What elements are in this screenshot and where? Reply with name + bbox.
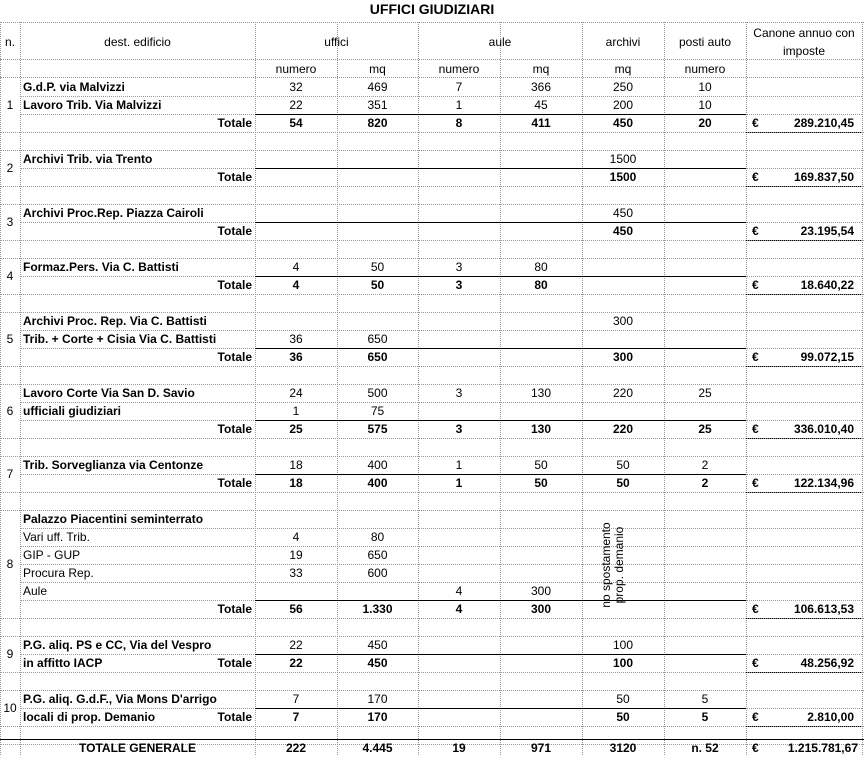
currency-symbol[interactable]: € [752, 710, 759, 724]
row-dest[interactable]: Vari uff. Trib. [23, 530, 90, 544]
row-posti[interactable]: 2 [701, 458, 709, 472]
total-label[interactable]: Totale [217, 656, 252, 670]
row-u-mq[interactable]: 75 [370, 404, 385, 418]
row-a-mq[interactable]: 300 [530, 584, 552, 598]
total-arch[interactable]: 100 [612, 656, 634, 670]
total-canone[interactable]: 122.134,96 [793, 476, 854, 490]
row-a-num[interactable] [418, 690, 500, 708]
group-bottom-border [0, 186, 864, 187]
row-dest[interactable]: P.G. aliq. PS e CC, Via del Vespro [23, 638, 212, 652]
total-a-mq[interactable]: 411 [531, 116, 551, 130]
row-u-num[interactable]: 4 [292, 260, 300, 274]
total-u-num[interactable]: 22 [289, 656, 303, 670]
group-number[interactable]: 9 [6, 647, 14, 661]
header-posti-auto[interactable]: posti auto [678, 35, 732, 49]
row-u-mq[interactable]: 170 [367, 692, 388, 706]
row-a-num[interactable] [418, 204, 500, 222]
row-a-mq[interactable]: 45 [534, 98, 548, 112]
header-sub-numero[interactable]: numero [275, 62, 317, 76]
row-u-mq[interactable]: 80 [370, 530, 385, 544]
total-u-num[interactable]: 56 [289, 602, 303, 616]
row-u-num[interactable]: 36 [289, 332, 303, 346]
sheet-title: UFFICI GIUDIZIARI [369, 1, 495, 17]
total-label[interactable]: Totale [217, 476, 252, 490]
total-label[interactable]: Totale [217, 116, 252, 130]
total-u-num[interactable]: 54 [289, 116, 303, 130]
total-posti[interactable] [664, 168, 746, 186]
total-posti[interactable] [664, 654, 746, 672]
row-a-num[interactable]: 3 [455, 386, 463, 400]
row-posti[interactable] [664, 330, 746, 348]
total-top-rule [255, 348, 746, 349]
total-posti[interactable]: 20 [698, 116, 712, 130]
row-posti[interactable] [664, 582, 746, 600]
total-canone[interactable]: 99.072,15 [800, 350, 854, 364]
row-u-num[interactable] [255, 510, 337, 528]
total-top-rule [255, 222, 746, 223]
total-arch[interactable]: 300 [612, 350, 634, 364]
group-number[interactable]: 10 [3, 701, 17, 715]
total-posti[interactable] [664, 348, 746, 366]
total-u-num[interactable]: 18 [289, 476, 303, 490]
group-bottom-border [0, 366, 864, 367]
row-arch[interactable]: 450 [612, 206, 634, 220]
row-posti[interactable] [664, 204, 746, 222]
row-arch[interactable] [582, 402, 664, 420]
grand-total-label[interactable]: TOTALE GENERALE [79, 741, 196, 755]
row-arch[interactable]: 1500 [609, 152, 637, 166]
total-label[interactable]: Totale [217, 350, 252, 364]
total-arch[interactable]: 1500 [609, 170, 637, 184]
total-a-num[interactable] [418, 708, 500, 726]
total-u-mq[interactable]: 575 [367, 422, 388, 436]
row-a-num[interactable] [418, 636, 500, 654]
row-u-num[interactable]: 1 [292, 404, 300, 418]
total-a-num[interactable]: 1 [455, 476, 463, 490]
total-canone[interactable]: 336.010,40 [793, 422, 854, 436]
header-sub-mq[interactable]: mq [532, 62, 550, 76]
row-dest[interactable]: G.d.P. via Malvizzi [23, 80, 125, 94]
header-aule[interactable]: aule [488, 35, 512, 49]
total-a-num[interactable]: 3 [455, 278, 463, 292]
row-a-num[interactable]: 4 [455, 584, 463, 598]
row-dest[interactable]: GIP - GUP [23, 548, 81, 562]
total-top-rule [255, 276, 746, 277]
row-u-num[interactable]: 18 [289, 458, 303, 472]
total-arch[interactable]: 50 [616, 476, 630, 490]
row-a-num[interactable]: 1 [455, 98, 463, 112]
row-posti[interactable] [664, 636, 746, 654]
currency-symbol[interactable]: € [752, 170, 759, 184]
total-posti[interactable]: 25 [698, 422, 712, 436]
row-posti[interactable] [664, 528, 746, 546]
row-posti[interactable] [664, 402, 746, 420]
row-dest[interactable]: Archivi Proc.Rep. Piazza Cairoli [23, 206, 204, 220]
row-a-num[interactable] [418, 546, 500, 564]
row-dest[interactable]: Formaz.Pers. Via C. Battisti [23, 260, 179, 274]
row-a-mq[interactable] [500, 546, 582, 564]
total-posti[interactable]: 5 [701, 710, 709, 724]
row-posti[interactable] [664, 150, 746, 168]
row-u-num[interactable] [255, 582, 337, 600]
header-canone-1[interactable]: Canone annuo con [753, 26, 855, 40]
total-a-num[interactable] [418, 654, 500, 672]
row-u-mq[interactable] [337, 204, 418, 222]
total-u-num[interactable]: 36 [289, 350, 303, 364]
header-archivi[interactable]: archivi [605, 35, 641, 49]
total-label[interactable]: Totale [217, 170, 252, 184]
row-dest[interactable]: Lavoro Corte Via San D. Savio [23, 386, 195, 400]
header-uffici[interactable]: uffici [324, 35, 349, 49]
row-dest[interactable]: Aule [23, 584, 48, 598]
row-dest[interactable]: Procura Rep. [23, 566, 94, 580]
currency-symbol[interactable]: € [752, 350, 759, 364]
row-a-num[interactable]: 7 [455, 80, 463, 94]
total-a-mq[interactable] [500, 222, 582, 240]
row-dest[interactable]: P.G. aliq. G.d.F., Via Mons D'arrigo [23, 692, 217, 706]
total-a-mq[interactable]: 80 [534, 278, 548, 292]
row-a-num[interactable]: 1 [455, 458, 463, 472]
row-posti[interactable] [664, 258, 746, 276]
row-a-mq[interactable]: 366 [530, 80, 552, 94]
total-u-mq[interactable]: 50 [370, 278, 385, 292]
total-label[interactable]: Totale [217, 710, 252, 724]
header-top-border [0, 22, 864, 23]
row-u-num[interactable]: 24 [289, 386, 303, 400]
total-canone[interactable]: 23.195,54 [800, 224, 854, 238]
total-u-num[interactable]: 25 [289, 422, 303, 436]
total-prefix[interactable]: locali di prop. Demanio [23, 710, 156, 724]
row-a-num[interactable]: 3 [455, 260, 463, 274]
grand-total-u-mq[interactable]: 4.445 [362, 741, 393, 755]
total-top-rule [255, 114, 746, 115]
total-canone[interactable]: 289.210,45 [793, 116, 854, 130]
row-u-num[interactable]: 32 [289, 80, 303, 94]
currency-symbol[interactable]: € [752, 602, 759, 616]
total-arch[interactable]: 50 [616, 710, 630, 724]
grand-total-a-mq[interactable]: 971 [530, 741, 552, 755]
total-a-mq[interactable]: 130 [530, 422, 552, 436]
vertical-note-line-2: prop. demanio [612, 526, 626, 604]
group-bottom-border [0, 438, 864, 439]
row-posti[interactable] [664, 546, 746, 564]
total-label[interactable]: Totale [217, 602, 252, 616]
total-canone[interactable]: 48.256,92 [800, 656, 854, 670]
row-a-mq[interactable] [500, 510, 582, 528]
header-sub-numero[interactable]: numero [684, 62, 726, 76]
group-bottom-border [0, 618, 864, 619]
row-u-num[interactable] [255, 150, 337, 168]
total-a-num[interactable]: 4 [455, 602, 463, 616]
header-dest[interactable]: dest. edificio [104, 35, 171, 49]
row-u-mq[interactable]: 400 [367, 458, 388, 472]
row-u-num[interactable] [255, 312, 337, 330]
total-u-num[interactable]: 7 [292, 710, 300, 724]
total-u-mq[interactable] [337, 222, 418, 240]
total-u-mq[interactable] [337, 168, 418, 186]
row-a-num[interactable] [418, 402, 500, 420]
row-a-mq[interactable] [500, 528, 582, 546]
total-label[interactable]: Totale [217, 224, 252, 238]
row-a-mq[interactable] [500, 150, 582, 168]
row-a-mq[interactable] [500, 690, 582, 708]
header-n[interactable]: n. [4, 35, 15, 49]
row-dest[interactable]: Archivi Proc. Rep. Via C. Battisti [23, 314, 207, 328]
total-posti[interactable]: 2 [701, 476, 709, 490]
total-canone[interactable]: 2.810,00 [807, 710, 854, 724]
total-canone[interactable]: 106.613,53 [793, 602, 854, 616]
total-posti[interactable] [664, 276, 746, 294]
header-sub-mq[interactable]: mq [369, 62, 386, 76]
group-number[interactable]: 6 [6, 404, 14, 418]
row-u-mq[interactable]: 600 [367, 566, 388, 580]
vertical-note-line-1: no spostamento [599, 522, 613, 608]
group-number[interactable]: 2 [6, 161, 14, 175]
total-a-num[interactable] [418, 168, 500, 186]
grand-total-currency[interactable]: € [752, 741, 759, 755]
row-arch[interactable] [582, 330, 664, 348]
row-posti[interactable] [664, 510, 746, 528]
row-u-num[interactable] [255, 204, 337, 222]
row-u-mq[interactable] [337, 150, 418, 168]
row-a-num[interactable] [418, 510, 500, 528]
row-a-num[interactable] [418, 330, 500, 348]
group-bottom-border [0, 294, 864, 295]
row-u-mq[interactable]: 500 [367, 386, 388, 400]
total-a-mq[interactable]: 300 [530, 602, 552, 616]
row-a-mq[interactable]: 50 [534, 458, 548, 472]
total-posti[interactable] [664, 600, 746, 618]
row-a-mq[interactable] [500, 636, 582, 654]
row-u-num[interactable]: 33 [289, 566, 303, 580]
row-u-num[interactable]: 7 [292, 692, 300, 706]
total-u-mq[interactable]: 820 [367, 116, 388, 130]
row-arch[interactable]: 250 [612, 80, 634, 94]
total-label[interactable]: Totale [217, 422, 252, 436]
total-arch[interactable] [582, 276, 664, 294]
total-a-mq[interactable]: 50 [534, 476, 548, 490]
row-a-mq[interactable] [500, 402, 582, 420]
group-number[interactable]: 5 [6, 332, 14, 346]
row-a-num[interactable] [418, 312, 500, 330]
row-arch[interactable] [582, 258, 664, 276]
row-posti[interactable] [664, 312, 746, 330]
vertical-note [600, 519, 626, 611]
group-number[interactable]: 7 [6, 467, 14, 481]
row-dest[interactable]: Trib. + Corte + Cisia Via C. Battisti [23, 332, 217, 346]
currency-symbol[interactable]: € [752, 476, 759, 490]
total-arch[interactable]: 450 [612, 224, 634, 238]
row-posti[interactable]: 25 [698, 386, 712, 400]
row-u-mq[interactable] [337, 510, 418, 528]
total-top-rule [255, 708, 746, 709]
total-a-num[interactable] [418, 348, 500, 366]
row-a-num[interactable] [418, 150, 500, 168]
row-u-mq[interactable]: 351 [367, 98, 388, 112]
total-posti[interactable] [664, 222, 746, 240]
currency-symbol[interactable]: € [752, 224, 759, 238]
group-bottom-border [0, 132, 864, 133]
row-posti[interactable]: 5 [701, 692, 709, 706]
row-arch[interactable]: 300 [612, 314, 634, 328]
row-dest[interactable]: Trib. Sorveglianza via Centonze [23, 458, 204, 472]
row-dest[interactable]: Lavoro Trib. Via Malvizzi [23, 98, 162, 112]
grand-total-canone[interactable]: 1.215.781,67 [787, 741, 858, 755]
total-u-num[interactable]: 4 [292, 278, 300, 292]
total-arch[interactable]: 220 [612, 422, 634, 436]
header-canone-2[interactable]: imposte [782, 44, 826, 58]
total-a-mq[interactable] [500, 708, 582, 726]
row-a-mq[interactable] [500, 564, 582, 582]
row-u-mq[interactable]: 650 [367, 332, 388, 346]
row-arch[interactable]: 50 [616, 692, 630, 706]
grand-total-a-num[interactable]: 19 [452, 741, 466, 755]
row-a-mq[interactable] [500, 312, 582, 330]
total-u-mq[interactable]: 450 [367, 656, 388, 670]
total-top-rule [255, 168, 746, 169]
row-u-num[interactable]: 4 [292, 530, 300, 544]
total-a-mq[interactable] [500, 168, 582, 186]
group-number[interactable]: 4 [6, 269, 14, 283]
row-a-mq[interactable]: 130 [530, 386, 552, 400]
row-u-mq[interactable] [337, 582, 418, 600]
row-u-mq[interactable]: 450 [367, 638, 388, 652]
grand-total-u-num[interactable]: 222 [285, 741, 307, 755]
total-a-num[interactable] [418, 222, 500, 240]
currency-symbol[interactable]: € [752, 422, 759, 436]
row-posti[interactable]: 10 [698, 98, 712, 112]
total-arch[interactable]: 450 [612, 116, 634, 130]
total-a-num[interactable]: 8 [455, 116, 463, 130]
row-u-num[interactable]: 19 [289, 548, 303, 562]
total-top-rule [255, 474, 746, 475]
grand-total-posti[interactable]: n. 52 [691, 741, 719, 755]
total-a-num[interactable]: 3 [455, 422, 463, 436]
row-arch[interactable]: 100 [612, 638, 634, 652]
total-a-mq[interactable] [500, 654, 582, 672]
total-canone[interactable]: 169.837,50 [793, 170, 854, 184]
currency-symbol[interactable]: € [752, 656, 759, 670]
row-a-num[interactable] [418, 564, 500, 582]
total-u-num[interactable] [255, 222, 337, 240]
total-top-rule [255, 600, 746, 601]
row-dest[interactable]: Palazzo Piacentini seminterrato [23, 512, 204, 526]
group-bottom-border [0, 492, 864, 493]
group-number[interactable]: 1 [6, 98, 14, 112]
row-u-num[interactable]: 22 [289, 98, 303, 112]
currency-symbol[interactable]: € [752, 116, 759, 130]
group-bottom-border [0, 240, 864, 241]
total-a-mq[interactable] [500, 348, 582, 366]
group-number[interactable]: 3 [6, 215, 14, 229]
row-u-mq[interactable] [337, 312, 418, 330]
row-posti[interactable] [664, 564, 746, 582]
group-bottom-border [0, 726, 864, 727]
row-a-mq[interactable] [500, 330, 582, 348]
header-sub-mq[interactable]: mq [614, 62, 632, 76]
row-dest[interactable]: ufficiali giudiziari [23, 404, 122, 418]
total-top-rule [255, 420, 746, 421]
header-sub-numero[interactable]: numero [438, 62, 480, 76]
total-u-mq[interactable]: 400 [367, 476, 388, 490]
total-u-num[interactable] [255, 168, 337, 186]
row-posti[interactable]: 10 [698, 80, 712, 94]
row-dest[interactable]: Archivi Trib. via Trento [23, 152, 153, 166]
row-arch[interactable]: 200 [612, 98, 634, 112]
row-u-mq[interactable]: 469 [367, 80, 388, 94]
row-u-num[interactable]: 22 [289, 638, 303, 652]
group-bottom-border [0, 672, 864, 673]
row-a-num[interactable] [418, 528, 500, 546]
total-u-mq[interactable]: 650 [367, 350, 388, 364]
total-prefix[interactable]: in affitto IACP [23, 656, 103, 670]
total-top-rule [255, 654, 746, 655]
row-a-mq[interactable]: 80 [534, 260, 548, 274]
row-a-mq[interactable] [500, 204, 582, 222]
currency-symbol[interactable]: € [752, 278, 759, 292]
total-u-mq[interactable]: 170 [367, 710, 388, 724]
grand-total-arch[interactable]: 3120 [609, 741, 637, 755]
total-label[interactable]: Totale [217, 278, 252, 292]
row-u-mq[interactable]: 650 [367, 548, 388, 562]
row-u-mq[interactable]: 50 [370, 260, 385, 274]
row-arch[interactable]: 220 [612, 386, 634, 400]
total-u-mq[interactable]: 1.330 [362, 602, 393, 616]
row-arch[interactable]: 50 [616, 458, 630, 472]
total-canone[interactable]: 18.640,22 [800, 278, 854, 292]
group-number[interactable]: 8 [6, 557, 14, 571]
